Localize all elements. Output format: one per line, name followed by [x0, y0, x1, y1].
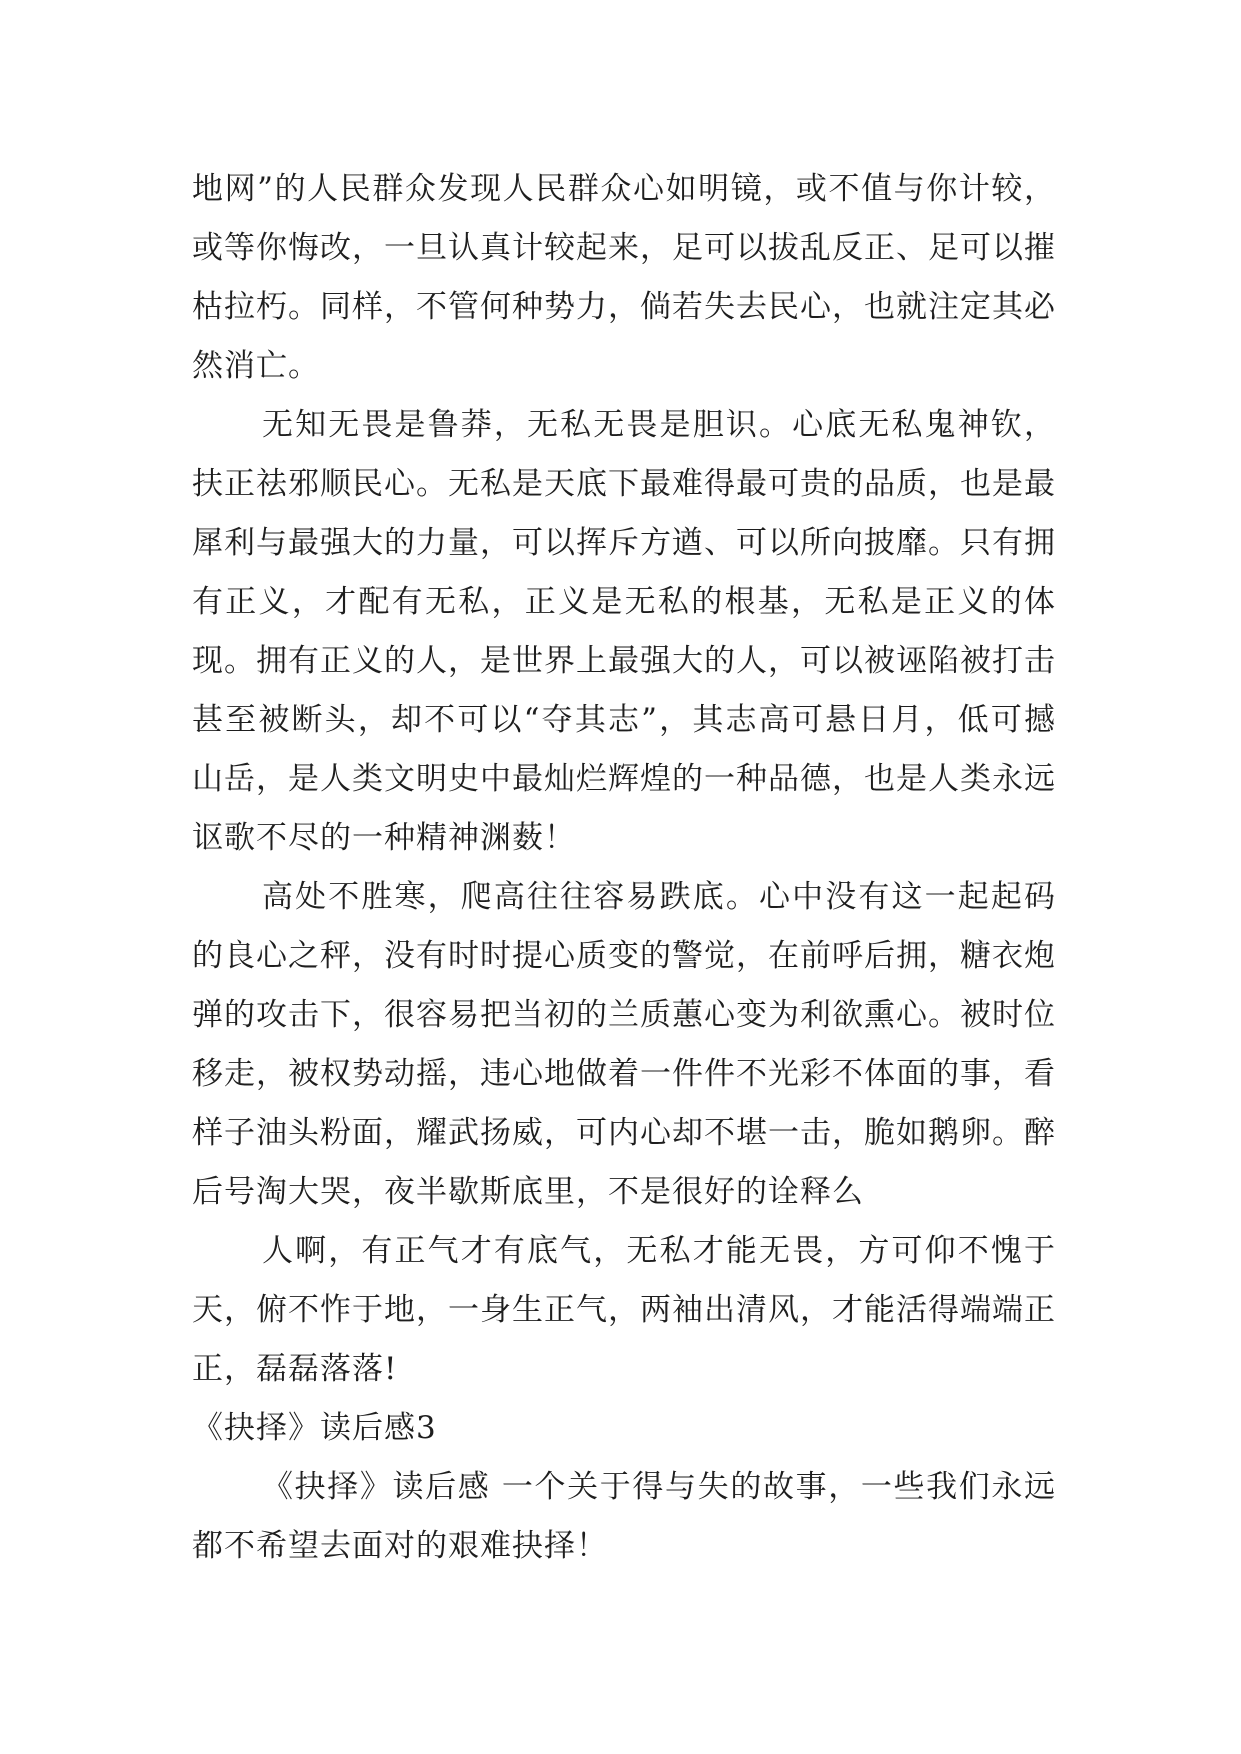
document-body	[192, 160, 1056, 1576]
section-heading: 《抉择》读后感3	[192, 1410, 437, 1446]
paragraph-selflessness: 无知无畏是鲁莽，无私无畏是胆识。心底无私鬼神钦，扶正祛邪顺民心。无私是天底下最难得最可贵的品质，也是最犀利与最强大的力量，可以挥斥方遒、可以所向披靡。只有拥有正义，才配有无私，正义是无私的根基，无私是正义的体现。拥有正义的人，是世界上最强大的人，可以被诬陷被打击甚至被断头，却不可以“夺其志”，其志高可悬日月，低可撼山岳，是人类文明史中最灿烂辉煌的一种品德，也是人类永远讴歌不尽的一种精神渊薮！	[192, 407, 1056, 856]
paragraph-continuation: 地网”的人民群众发现人民群众心如明镜，或不值与你计较，或等你悔改，一旦认真计较起来，足可以拔乱反正、足可以摧枯拉朽。同样，不管何种势力，倘若失去民心，也就注定其必然消亡。	[192, 171, 1056, 384]
paragraph-high-places: 高处不胜寒，爬高往往容易跌底。心中没有这一起起码的良心之秤，没有时时提心质变的警觉，在前呼后拥，糖衣炮弹的攻击下，很容易把当初的兰质蕙心变为利欲熏心。被时位移走，被权势动摇，违心地做着一件件不光彩不体面的事，看样子油头粉面，耀武扬威，可内心却不堪一击，脆如鹅卵。醉后号淘大哭，夜半歇斯底里，不是很好的诠释么	[192, 879, 1056, 1210]
paragraph-intro: 《抉择》读后感 一个关于得与失的故事，一些我们永远都不希望去面对的艰难抉择！	[192, 1469, 1056, 1564]
paragraph-uprightness: 人啊，有正气才有底气，无私才能无畏，方可仰不愧于天，俯不怍于地，一身生正气，两袖出清风，才能活得端端正正，磊磊落落!	[192, 1233, 1056, 1387]
